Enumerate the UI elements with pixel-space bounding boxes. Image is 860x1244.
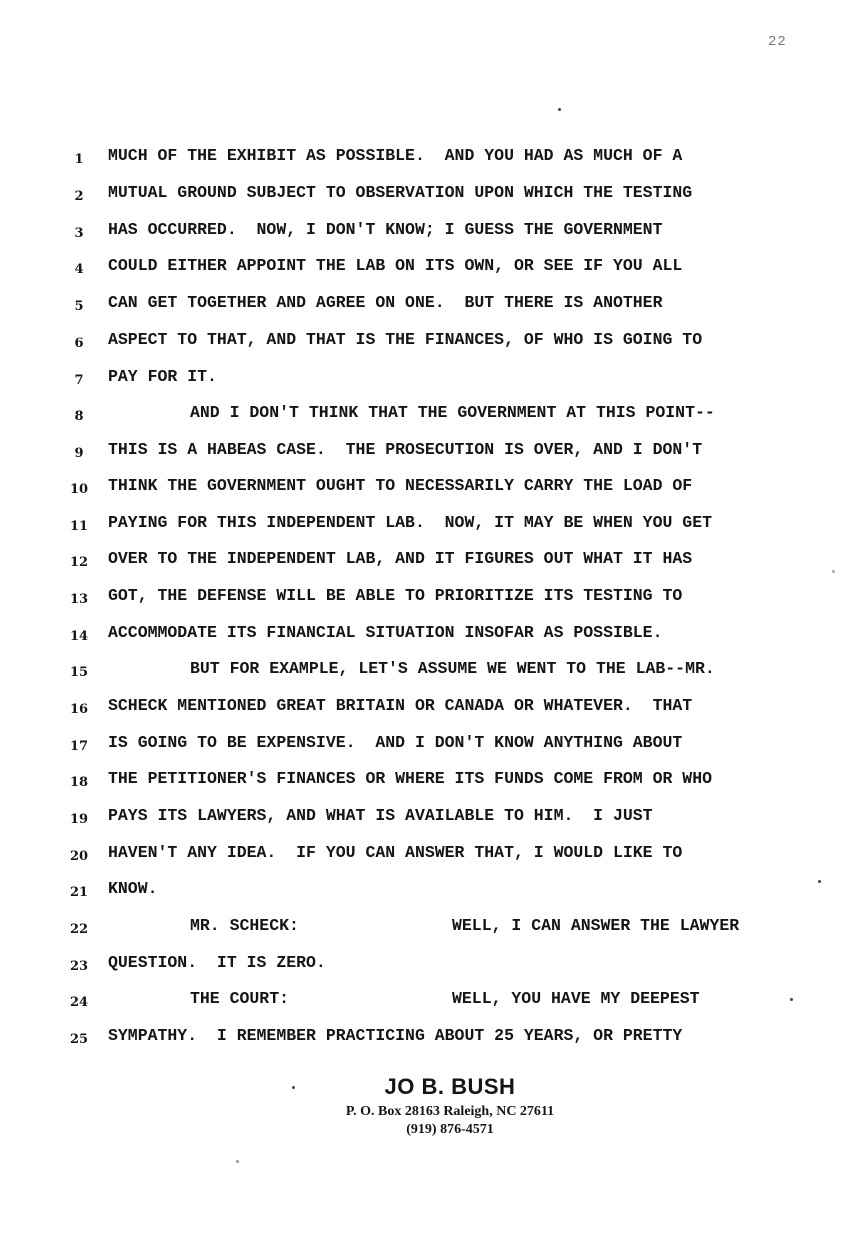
line-text: COULD EITHER APPOINT THE LAB ON ITS OWN, OR SEE IF YOU ALL bbox=[108, 256, 683, 275]
line-text: SYMPATHY. I REMEMBER PRACTICING ABOUT 25 YEARS, OR PRETTY bbox=[108, 1026, 683, 1045]
transcript-line bbox=[0, 766, 860, 796]
line-number: 19 bbox=[69, 812, 89, 827]
transcript-line bbox=[0, 656, 860, 686]
line-number: 1 bbox=[74, 152, 84, 167]
line-number: 4 bbox=[74, 262, 84, 277]
transcript-line bbox=[0, 327, 860, 357]
scan-speck bbox=[558, 108, 561, 111]
scan-speck bbox=[832, 570, 835, 573]
line-number: 7 bbox=[74, 373, 84, 388]
scan-speck bbox=[292, 1086, 295, 1089]
line-text: PAY FOR IT. bbox=[108, 367, 217, 386]
line-number: 10 bbox=[69, 482, 89, 497]
line-number: 23 bbox=[69, 959, 89, 974]
line-text: ASPECT TO THAT, AND THAT IS THE FINANCES, OF WHO IS GOING TO bbox=[108, 330, 703, 349]
transcript-line bbox=[0, 913, 860, 943]
transcript-line bbox=[0, 620, 860, 650]
transcript-line bbox=[0, 400, 860, 430]
line-number: 8 bbox=[74, 409, 84, 424]
line-text: THINK THE GOVERNMENT OUGHT TO NECESSARILY CARRY THE LOAD OF bbox=[108, 476, 693, 495]
line-number: 6 bbox=[74, 336, 84, 351]
line-number: 20 bbox=[69, 849, 89, 864]
line-text: GOT, THE DEFENSE WILL BE ABLE TO PRIORITIZE ITS TESTING TO bbox=[108, 586, 683, 605]
transcript-line bbox=[0, 364, 860, 394]
transcript-line bbox=[0, 510, 860, 540]
transcript-line bbox=[0, 583, 860, 613]
line-number: 2 bbox=[74, 189, 84, 204]
transcript-line bbox=[0, 437, 860, 467]
line-text: THIS IS A HABEAS CASE. THE PROSECUTION IS OVER, AND I DON'T bbox=[108, 440, 703, 459]
line-number: 3 bbox=[74, 226, 84, 241]
line-number: 9 bbox=[74, 446, 84, 461]
line-text: KNOW. bbox=[108, 879, 158, 898]
line-text: SCHECK MENTIONED GREAT BRITAIN OR CANADA OR WHATEVER. THAT bbox=[108, 696, 693, 715]
reporter-footer bbox=[0, 1074, 860, 1138]
reporter-address: P. O. Box 28163 Raleigh, NC 27611 bbox=[345, 1104, 555, 1119]
line-text: THE PETITIONER'S FINANCES OR WHERE ITS FUNDS COME FROM OR WHO bbox=[108, 769, 712, 788]
speaker-label: THE COURT: bbox=[190, 989, 290, 1008]
line-text: WELL, YOU HAVE MY DEEPEST bbox=[452, 989, 700, 1008]
scan-speck bbox=[236, 1160, 239, 1163]
transcript-line bbox=[0, 180, 860, 210]
line-text: CAN GET TOGETHER AND AGREE ON ONE. BUT THERE IS ANOTHER bbox=[108, 293, 663, 312]
speaker-label: MR. SCHECK: bbox=[190, 916, 299, 935]
line-number: 12 bbox=[69, 555, 89, 570]
line-text: ACCOMMODATE ITS FINANCIAL SITUATION INSOFAR AS POSSIBLE. bbox=[108, 623, 663, 642]
line-text: AND I DON'T THINK THAT THE GOVERNMENT AT THIS POINT-- bbox=[190, 403, 715, 422]
line-text: QUESTION. IT IS ZERO. bbox=[108, 953, 326, 972]
transcript-line bbox=[0, 217, 860, 247]
line-text: OVER TO THE INDEPENDENT LAB, AND IT FIGURES OUT WHAT IT HAS bbox=[108, 549, 693, 568]
transcript-line bbox=[0, 1023, 860, 1053]
line-number: 5 bbox=[74, 299, 84, 314]
transcript-line bbox=[0, 950, 860, 980]
reporter-name: JO B. BUSH bbox=[384, 1074, 516, 1099]
scan-speck bbox=[790, 998, 793, 1001]
transcript-line bbox=[0, 473, 860, 503]
line-number: 17 bbox=[69, 739, 89, 754]
line-number: 13 bbox=[69, 592, 89, 607]
line-text: HAVEN'T ANY IDEA. IF YOU CAN ANSWER THAT, I WOULD LIKE TO bbox=[108, 843, 683, 862]
page-number: 22 bbox=[768, 34, 787, 50]
scan-speck bbox=[818, 880, 821, 883]
transcript-line bbox=[0, 986, 860, 1016]
line-text: WELL, I CAN ANSWER THE LAWYER bbox=[452, 916, 740, 935]
line-number: 21 bbox=[69, 885, 89, 900]
transcript-line bbox=[0, 290, 860, 320]
line-text: PAYS ITS LAWYERS, AND WHAT IS AVAILABLE TO HIM. I JUST bbox=[108, 806, 653, 825]
line-number: 14 bbox=[69, 629, 89, 644]
transcript-line bbox=[0, 803, 860, 833]
line-number: 18 bbox=[69, 775, 89, 790]
line-text: MUTUAL GROUND SUBJECT TO OBSERVATION UPON WHICH THE TESTING bbox=[108, 183, 693, 202]
line-number: 16 bbox=[69, 702, 89, 717]
line-text: BUT FOR EXAMPLE, LET'S ASSUME WE WENT TO THE LAB--MR. bbox=[190, 659, 715, 678]
transcript-line bbox=[0, 693, 860, 723]
transcript-line bbox=[0, 730, 860, 760]
line-number: 11 bbox=[69, 519, 89, 534]
line-number: 15 bbox=[69, 665, 89, 680]
line-text: MUCH OF THE EXHIBIT AS POSSIBLE. AND YOU HAD AS MUCH OF A bbox=[108, 146, 683, 165]
line-number: 22 bbox=[69, 922, 89, 937]
line-number: 25 bbox=[69, 1032, 89, 1047]
transcript-line bbox=[0, 876, 860, 906]
transcript-line bbox=[0, 143, 860, 173]
reporter-phone: (919) 876-4571 bbox=[406, 1122, 494, 1137]
line-text: HAS OCCURRED. NOW, I DON'T KNOW; I GUESS THE GOVERNMENT bbox=[108, 220, 663, 239]
line-text: PAYING FOR THIS INDEPENDENT LAB. NOW, IT MAY BE WHEN YOU GET bbox=[108, 513, 712, 532]
transcript-line bbox=[0, 840, 860, 870]
line-number: 24 bbox=[69, 995, 89, 1010]
transcript-line bbox=[0, 253, 860, 283]
line-text: IS GOING TO BE EXPENSIVE. AND I DON'T KNOW ANYTHING ABOUT bbox=[108, 733, 683, 752]
transcript-line bbox=[0, 546, 860, 576]
